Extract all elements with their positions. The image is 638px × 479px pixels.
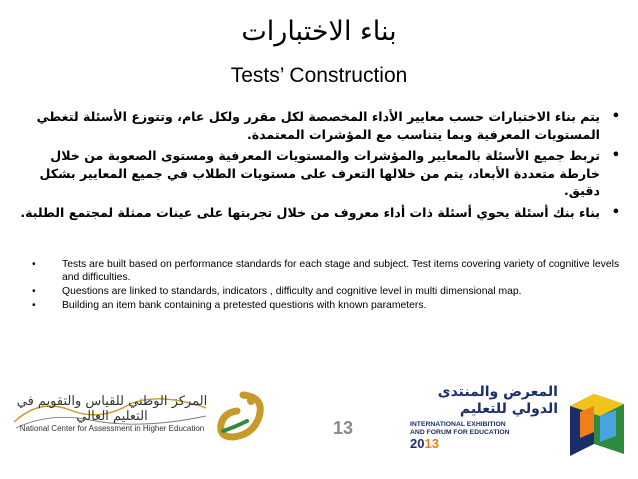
exhibition-english-line2: AND FORUM FOR EDUCATION bbox=[410, 429, 510, 436]
qiyas-logo-icon bbox=[213, 387, 269, 447]
exhibition-english-line1: INTERNATIONAL EXHIBITION bbox=[410, 421, 506, 428]
arabic-bullet-text: يتم بناء الاختبارات حسب معايير الأداء المخصصة لكل مقرر ولكل عام، وتتوزع الأسئلة لتغطي المستويات المعرفية وبما يتناسب مع المؤشرات المعتمدة. bbox=[36, 109, 600, 142]
bullet-icon: • bbox=[611, 204, 620, 220]
exhibition-english-name bbox=[410, 421, 560, 437]
page-number: 13 bbox=[333, 418, 354, 438]
english-bullet-item bbox=[32, 299, 632, 312]
english-bullet-list bbox=[32, 258, 632, 313]
english-bullet-text: Tests are built based on performance standards for each stage and subject. Test items covering variety of cognitive levels and difficulties. bbox=[62, 259, 620, 283]
national-center-logo bbox=[10, 392, 210, 442]
bullet-icon: • bbox=[611, 109, 620, 124]
arabic-bullet-item bbox=[18, 108, 622, 143]
national-center-arabic-name: المركز الوطني للقياس والتقويم في التعليم العالي bbox=[16, 394, 208, 424]
bullet-icon: • bbox=[32, 300, 36, 311]
bullet-icon: • bbox=[611, 148, 620, 163]
english-bullet-item bbox=[32, 258, 632, 284]
exhibition-year-prefix: 20 bbox=[410, 436, 425, 451]
exhibition-cube-logo-icon bbox=[566, 384, 628, 458]
arabic-bullet-text: بناء بنك أسئلة يحوي أسئلة ذات أداء معروف من خلال تجربتها على عينات ممثلة لمجتمع الطلبة. bbox=[20, 204, 600, 220]
arabic-bullet-item bbox=[18, 147, 622, 200]
page-title-arabic: بناء الاختبارات bbox=[241, 16, 397, 47]
exhibition-arabic-name bbox=[408, 384, 558, 418]
arabic-bullet-text: تربط جميع الأسئلة بالمعايير والمؤشرات والمستويات المعرفية ومستوى الصعوبة من خلال خارطة متعددة الأبعاد، يتم من خلالها التعرف على مستويات الطلاب في جميع المعايير بشكل دقيق. bbox=[39, 148, 600, 198]
page-title-english: Tests’ Construction bbox=[230, 64, 408, 87]
exhibition-arabic-line1: المعرض والمنتدى bbox=[437, 384, 558, 400]
national-center-english-name: National Center for Assessment in Higher Education bbox=[19, 424, 205, 433]
arabic-bullet-item bbox=[18, 204, 622, 222]
exhibition-year-suffix: 13 bbox=[424, 436, 439, 451]
english-bullet-text: Questions are linked to standards, indicators , difficulty and cognitive level in multi dimensional map. bbox=[62, 286, 522, 297]
english-bullet-item bbox=[32, 285, 632, 298]
qiyas-logo bbox=[213, 387, 269, 447]
english-bullet-text: Building an item bank containing a pretested questions with known parameters. bbox=[62, 300, 427, 311]
exhibition-arabic-line2: الدولي للتعليم bbox=[459, 401, 558, 417]
bullet-icon: • bbox=[32, 259, 36, 270]
exhibition-year bbox=[410, 436, 439, 451]
arabic-bullet-list bbox=[18, 108, 622, 225]
exhibition-logo bbox=[400, 384, 630, 460]
bullet-icon: • bbox=[32, 286, 36, 297]
